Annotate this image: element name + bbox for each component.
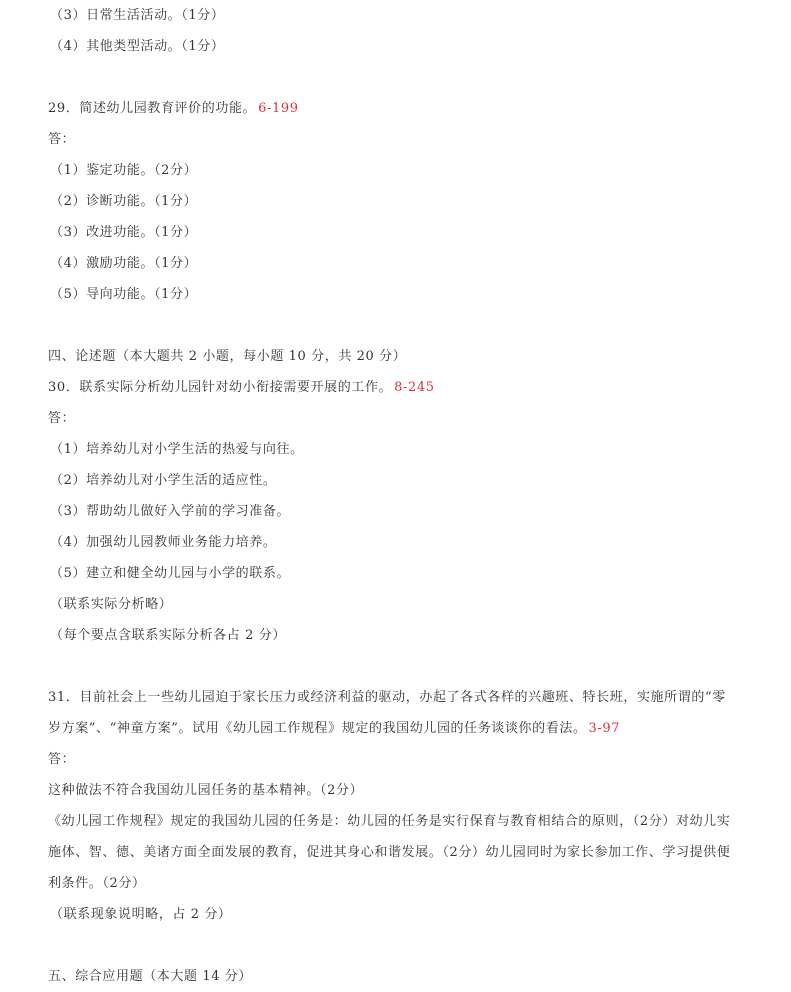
answer-label: 答：	[48, 752, 76, 767]
list-item: （4）其他类型活动。（1分）	[50, 39, 225, 54]
list-item: （1）培养幼儿对小学生活的热爱与向往。	[50, 442, 304, 457]
list-item: （3）日常生活活动。（1分）	[50, 8, 225, 23]
question-text: 29．简述幼儿园教育评价的功能。	[48, 101, 257, 116]
question-31-line-1: 31．目前社会上一些幼儿园迫于家长压力或经济利益的驱动，办起了各式各样的兴趣班、特长班，实施所谓的“零	[48, 690, 726, 705]
question-29	[48, 99, 299, 119]
page-reference: 3-97	[588, 721, 621, 736]
answer-text: 这种做法不符合我国幼儿园任务的基本精神。（2分）	[48, 783, 364, 798]
note: （联系实际分析略）	[50, 597, 173, 612]
section-heading: 四、论述题（本大题共 2 小题，每小题 10 分，共 20 分）	[48, 349, 407, 364]
list-item: （2）培养幼儿对小学生活的适应性。	[50, 473, 277, 488]
section-heading: 五、综合应用题（本大题 14 分）	[48, 969, 253, 984]
list-item: （4）激励功能。（1分）	[50, 256, 198, 271]
answer-label: 答：	[48, 132, 76, 147]
question-30	[48, 378, 435, 398]
question-text: 岁方案”、“神童方案”。试用《幼儿园工作规程》规定的我国幼儿园的任务谈谈你的看法。	[48, 721, 587, 736]
list-item: （1）鉴定功能。（2分）	[50, 163, 198, 178]
list-item: （5）导向功能。（1分）	[50, 287, 198, 302]
list-item: （2）诊断功能。（1分）	[50, 194, 198, 209]
list-item: （5）建立和健全幼儿园与小学的联系。	[50, 566, 291, 581]
question-text: 30．联系实际分析幼儿园针对幼小衔接需要开展的工作。	[48, 380, 393, 395]
answer-paragraph-line-1: 《幼儿园工作规程》规定的我国幼儿园的任务是：幼儿园的任务是实行保育与教育相结合的原则，（2分）对幼儿实	[48, 814, 731, 829]
list-item: （3）改进功能。（1分）	[50, 225, 198, 240]
question-31-line-2	[48, 719, 620, 739]
page-reference: 8-245	[394, 380, 435, 395]
list-item: （3）帮助幼儿做好入学前的学习准备。	[50, 504, 291, 519]
answer-paragraph-line-3: 利条件。（2分）	[48, 876, 146, 891]
list-item: （4）加强幼儿园教师业务能力培养。	[50, 535, 277, 550]
page-reference: 6-199	[258, 101, 299, 116]
note: （每个要点含联系实际分析各占 2 分）	[50, 628, 286, 643]
answer-label: 答：	[48, 411, 76, 426]
answer-paragraph-line-2: 施体、智、德、美诸方面全面发展的教育，促进其身心和谐发展。（2分）幼儿园同时为家长参加工作、学习提供便	[48, 845, 731, 860]
note: （联系现象说明略，占 2 分）	[50, 907, 232, 922]
